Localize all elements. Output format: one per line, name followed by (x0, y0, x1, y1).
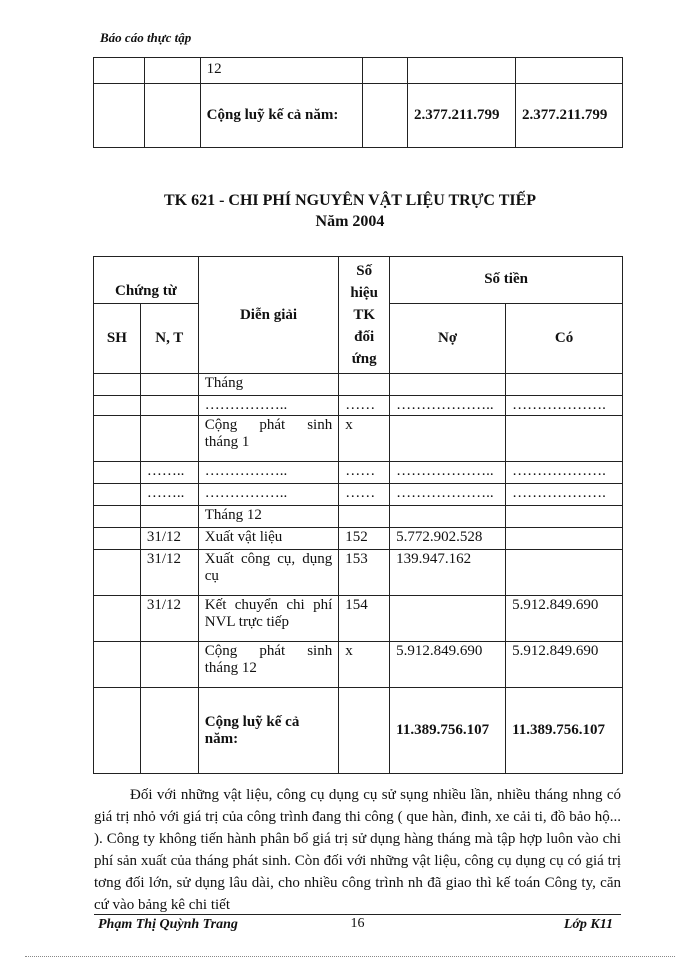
header-no: Nợ (390, 303, 506, 373)
page-break-divider (25, 956, 675, 957)
cell (144, 84, 200, 148)
cell-tk: x (339, 416, 390, 462)
cell-nt (140, 642, 198, 688)
cell-sh (94, 528, 141, 550)
header-chung-tu: Chứng từ (94, 257, 199, 304)
cell-dg: Kết chuyển chi phí NVL trực tiếp (198, 596, 338, 642)
cell-sh (94, 416, 141, 462)
table-row (94, 416, 623, 462)
cell (144, 58, 200, 84)
cell-sh (94, 396, 141, 416)
cell-co: 5.912.849.690 (506, 596, 623, 642)
cell-sh (94, 484, 141, 506)
table-row (94, 462, 623, 484)
cell-dg: …………….. (198, 396, 338, 416)
total-no: 11.389.756.107 (390, 688, 506, 774)
total-co: 11.389.756.107 (506, 688, 623, 774)
cell-dg: Xuất công cụ, dụng cụ (198, 550, 338, 596)
header-sh: SH (94, 303, 141, 373)
cell (363, 84, 408, 148)
table-row (94, 550, 623, 596)
cell-co (506, 550, 623, 596)
cell-nt (140, 396, 198, 416)
cell-co (506, 528, 623, 550)
cell (363, 58, 408, 84)
cell-no: ……………….. (390, 396, 506, 416)
cell-dg: Tháng 12 (198, 506, 338, 528)
cell-dg: …………….. (198, 484, 338, 506)
table-row (94, 506, 623, 528)
cell-nt: 31/12 (140, 550, 198, 596)
page-header: Báo cáo thực tập (100, 30, 192, 45)
cell-no: ……………….. (390, 462, 506, 484)
cell-sh (94, 462, 141, 484)
cell (515, 58, 622, 84)
table-row (94, 484, 623, 506)
cell-tk: x (339, 642, 390, 688)
cell-co: 5.912.849.690 (506, 642, 623, 688)
cell (94, 84, 145, 148)
section-title: TK 621 - CHI PHÍ NGUYÊN VẬT LIỆU TRỰC TIẾP (163, 192, 537, 209)
cell-no (390, 416, 506, 462)
previous-table-continuation (93, 57, 623, 148)
cell-no: 5.912.849.690 (390, 642, 506, 688)
cell-nt: 31/12 (140, 596, 198, 642)
cell-no (390, 506, 506, 528)
cell-tk: …… (339, 462, 390, 484)
total-no: 2.377.211.799 (408, 84, 516, 148)
cell-co (506, 374, 623, 396)
cell-dg: Xuất vật liệu (198, 528, 338, 550)
footer-author: Phạm Thị Quỳnh Trang (98, 917, 238, 932)
cell-co (506, 416, 623, 462)
table-row (94, 396, 623, 416)
total-co: 2.377.211.799 (515, 84, 622, 148)
table-row (94, 642, 623, 688)
cell-no: 5.772.902.528 (390, 528, 506, 550)
cell-dg: …………….. (198, 462, 338, 484)
cell-co: ………………. (506, 484, 623, 506)
header-so-hieu: Số hiệu TK đối ứng (339, 257, 390, 374)
section-subtitle: Năm 2004 (315, 213, 385, 230)
cell (408, 58, 516, 84)
total-label: Cộng luỹ kế cả năm: (200, 84, 363, 148)
cell-nt: 31/12 (140, 528, 198, 550)
cell-nt (140, 374, 198, 396)
cell-no (390, 596, 506, 642)
cell-sh (94, 550, 141, 596)
cell-no: 139.947.162 (390, 550, 506, 596)
table-row (94, 374, 623, 396)
cell (339, 688, 390, 774)
tk621-ledger-table (93, 256, 623, 774)
header-dien-giai: Diễn giải (198, 257, 338, 374)
cell-dg: Cộng phát sinh tháng 12 (198, 642, 338, 688)
cell-tk: 154 (339, 596, 390, 642)
cell-tk: …… (339, 396, 390, 416)
footer-page-number: 16 (350, 916, 365, 931)
cell-sh (94, 596, 141, 642)
cell-tk (339, 374, 390, 396)
page-footer (94, 914, 621, 932)
cell-sh (94, 506, 141, 528)
cell-no: ……………….. (390, 484, 506, 506)
cell-nt: …….. (140, 462, 198, 484)
cell-dg: Tháng (198, 374, 338, 396)
cell-dg: Cộng phát sinh tháng 1 (198, 416, 338, 462)
total-label: Cộng luỹ kế cả năm: (198, 688, 338, 774)
cell-no (390, 374, 506, 396)
cell-nt: …….. (140, 484, 198, 506)
cell (94, 58, 145, 84)
cell-nt (140, 506, 198, 528)
cell (140, 688, 198, 774)
footer-class: Lớp K11 (563, 917, 613, 932)
cell-co: ………………. (506, 462, 623, 484)
cell (94, 688, 141, 774)
table-row (94, 596, 623, 642)
cell-co (506, 506, 623, 528)
cell-tk: …… (339, 484, 390, 506)
cell-dien-giai: 12 (200, 58, 363, 84)
cell-sh (94, 642, 141, 688)
cell-sh (94, 374, 141, 396)
cell-tk: 152 (339, 528, 390, 550)
header-co: Có (506, 303, 623, 373)
cell-tk: 153 (339, 550, 390, 596)
header-so-tien: Số tiền (390, 257, 623, 304)
table-row (94, 528, 623, 550)
body-paragraph: Đối với những vật liệu, công cụ dụng cụ sử sụng nhiều lần, nhiều tháng nhng có giá trị nhỏ với giá trị của công trình đang thi công ( que hàn, đinh, xe cải ti, đồ bảo hộ... ). Công ty không tiến hành phân bổ giá trị sử dụng hàng tháng mà tập hợp luôn vào chi phí sản xuất của tháng phát sinh. Còn đối với những vật liệu, công cụ dụng cụ có giá trị tơng đối lớn, sử dụng lâu dài, cho nhiều công trình nh đã giao thì kế toán Công ty, căn cứ vào bảng kê chi tiết (94, 787, 621, 913)
cell-tk (339, 506, 390, 528)
header-nt: N, T (140, 303, 198, 373)
cell-co: ………………. (506, 396, 623, 416)
cell-nt (140, 416, 198, 462)
